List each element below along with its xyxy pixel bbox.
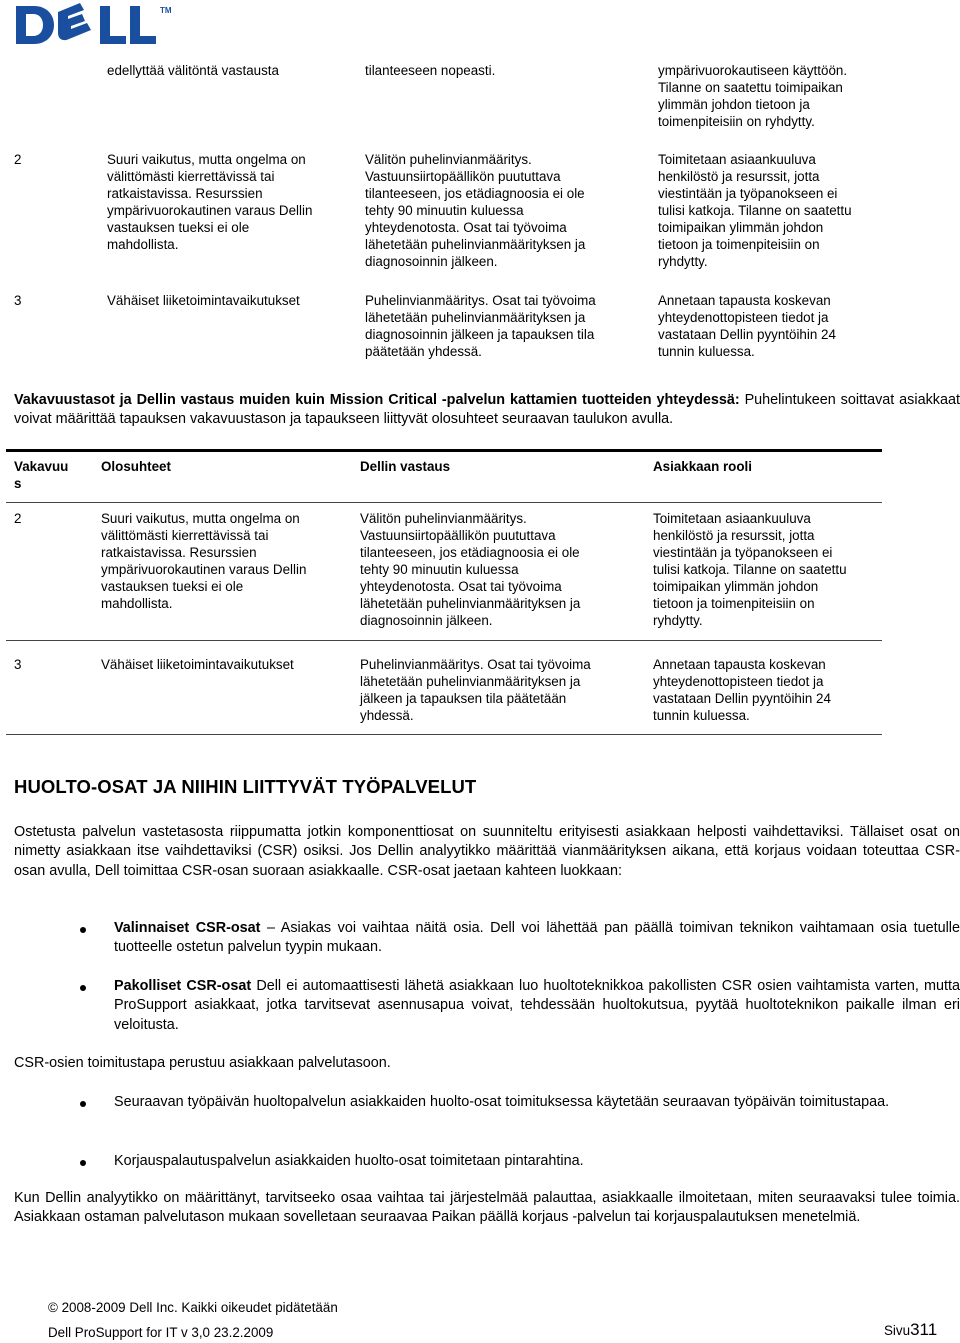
header-severity: Vakavuu s	[14, 459, 69, 491]
bullet-icon	[80, 1160, 86, 1166]
table-row-rule	[6, 640, 882, 641]
intro-bold: Vakavuustasot ja Dellin vastaus muiden kuin Mission Critical -palvelun kattamien tuotteiden yhteydessä:	[14, 392, 740, 408]
table-cell-condition: edellyttää välitöntä vastausta	[107, 63, 279, 78]
header-conditions: Olosuhteet	[101, 459, 171, 474]
table-top-rule	[6, 449, 882, 452]
footer-copyright: © 2008-2009 Dell Inc. Kaikki oikeudet pidätetään	[48, 1300, 338, 1315]
list-item-text: Dell ei automaattisesti lähetä asiakkaan luo huoltoteknikkoa pakollisten CSR osien vaihtamista varten, mutta ProSupport asiakkaat, jotka tarvitsevat asennusapua voivat, tehdessään huoltokutsua, pyytää huoltoteknikon paikalle ilman eri veloitusta.	[114, 978, 960, 1033]
severity-intro-paragraph	[14, 391, 960, 430]
table-cell-response: Välitön puhelinvianmääritys. Vastuunsiirtopäällikön puututtava tilanteeseen, jos etädiagnoosia ei ole tehty 90 minuutin kuluessa yhteydenotosta. Osat tai työvoima lähetetään puhelinvianmäärityksen ja diagnosoinnin jälkeen.	[360, 511, 581, 628]
table-cell-condition: Suuri vaikutus, mutta ongelma on välittömästi kierrettävissä tai ratkaistavissa. Resurssien ympärivuorokautinen varaus Dellin vastauksen tueksi ei ole mahdollista.	[107, 152, 313, 252]
page-number: 311	[910, 1320, 938, 1339]
list-item-text: Korjauspalautuspalvelun asiakkaiden huolto-osat toimitetaan pintarahtina.	[114, 1153, 584, 1169]
list-item-text: Seuraavan työpäivän huoltopalvelun asiakkaiden huolto-osat toimituksessa käytetään seuraavan työpäivän toimitustapaa.	[114, 1094, 890, 1110]
table-cell-role: ympärivuorokautiseen käyttöön. Tilanne on saatettu toimipaikan ylimmän johdon tietoon ja toimenpiteisiin on ryhdytty.	[658, 63, 848, 129]
table-cell-level: 3	[14, 657, 22, 672]
page-label: Sivu	[884, 1323, 911, 1338]
header-dell-response: Dellin vastaus	[360, 459, 451, 474]
header-customer-role: Asiakkaan rooli	[653, 459, 752, 474]
table-cell-condition: Vähäiset liiketoimintavaikutukset	[101, 657, 294, 672]
table-cell-level: 3	[14, 293, 22, 308]
table-cell-response: tilanteeseen nopeasti.	[365, 63, 496, 78]
table-header-rule	[6, 502, 882, 503]
list-item-text: – Asiakas voi vaihtaa näitä osia. Dell voi lähettää pan päällä toimivan teknikon vaihtamaan osia tuetulle tuotteelle ostetun palvelun tyypin mukaan.	[114, 920, 960, 956]
analyst-paragraph: Kun Dellin analyytikko on määrittänyt, tarvitseeko osaa vaihtaa tai järjestelmää palauttaa, asiakkaalle ilmoitetaan, miten seuraavaksi tulee toimia. Asiakkaan ostaman palvelutason mukaan sovelletaan seuraavaa Paikan päällä korjaus -palvelun tai korjauspalautuksen menetelmiä.	[14, 1190, 960, 1226]
list-item-term: Valinnaiset CSR-osat	[114, 920, 261, 936]
table-cell-level: 2	[14, 511, 22, 526]
table-cell-role: Toimitetaan asiaankuuluva henkilöstö ja resurssit, jotta viestintään ja työpanokseen ei tulisi katkoja. Tilanne on saatettu toimipaikan ylimmän johdon tietoon ja toimenpiteisiin on ryhdytty.	[658, 152, 852, 269]
table-cell-response: Välitön puhelinvianmääritys. Vastuunsiirtopäällikön puututtava tilanteeseen, jos etädiagnoosia ei ole tehty 90 minuutin kuluessa yhteydenotosta. Osat tai työvoima lähetetään puhelinvianmäärityksen ja diagnosoinnin jälkeen.	[365, 152, 586, 269]
table-cell-role: Annetaan tapausta koskevan yhteydenottopisteen tiedot ja vastataan Dellin pyyntöihin 24 tunnin kuluessa.	[658, 293, 836, 359]
dell-logo	[14, 2, 174, 48]
footer-page	[884, 1320, 937, 1340]
bullet-icon	[80, 1101, 86, 1107]
table-cell-response: Puhelinvianmääritys. Osat tai työvoima lähetetään puhelinvianmäärityksen ja diagnosoinnin jälkeen ja tapauksen tila päätetään yhdessä.	[365, 293, 596, 359]
table-cell-role: Toimitetaan asiaankuuluva henkilöstö ja resurssit, jotta viestintään ja työpanokseen ei tulisi katkoja. Tilanne on saatettu toimipaikan ylimmän johdon tietoon ja toimenpiteisiin on ryhdytty.	[653, 511, 847, 628]
footer-document: Dell ProSupport for IT v 3,0 23.2.2009	[48, 1325, 274, 1340]
csr-delivery-paragraph: CSR-osien toimitustapa perustuu asiakkaan palvelutasoon.	[14, 1055, 391, 1071]
table-cell-level: 2	[14, 152, 22, 167]
bullet-icon	[80, 927, 86, 933]
table-cell-condition: Suuri vaikutus, mutta ongelma on välittömästi kierrettävissä tai ratkaistavissa. Resurssien ympärivuorokautinen varaus Dellin vastauksen tueksi ei ole mahdollista.	[101, 511, 307, 611]
table-cell-condition: Vähäiset liiketoimintavaikutukset	[107, 293, 300, 308]
csr-intro-paragraph: Ostetusta palvelun vastetasosta riippumatta jotkin komponenttiosat on suunniteltu erityisesti asiakkaan helposti vaihdettaviksi. Tällaiset osat on nimetty asiakkaan itse vaihdettaviksi (CSR) osiksi. Jos Dellin analyytikko määrittää vianmäärityksen aikana, että korjaus voidaan toteuttaa CSR-osan avulla, Dell toimittaa CSR-osan suoraan asiakkaalle. CSR-osat jaetaan kahteen luokkaan:	[14, 824, 960, 879]
table-cell-role: Annetaan tapausta koskevan yhteydenottopisteen tiedot ja vastataan Dellin pyyntöihin 24 tunnin kuluessa.	[653, 657, 831, 723]
list-item-term: Pakolliset CSR-osat	[114, 978, 252, 994]
section-heading: HUOLTO-OSAT JA NIIHIN LIITTYVÄT TYÖPALVELUT	[14, 776, 477, 797]
trademark-mark: TM	[160, 6, 172, 15]
intro-text: Puhelintukeen soittavat asiakkaat voivat määrittää tapauksen vakavuustason ja tapaukseen liittyvät olosuhteet seuraavan taulukon avulla.	[14, 392, 960, 428]
table-bottom-rule	[6, 734, 882, 735]
bullet-icon	[80, 985, 86, 991]
table-cell-response: Puhelinvianmääritys. Osat tai työvoima lähetetään puhelinvianmäärityksen ja jälkeen ja tapauksen tila päätetään yhdessä.	[360, 657, 591, 723]
